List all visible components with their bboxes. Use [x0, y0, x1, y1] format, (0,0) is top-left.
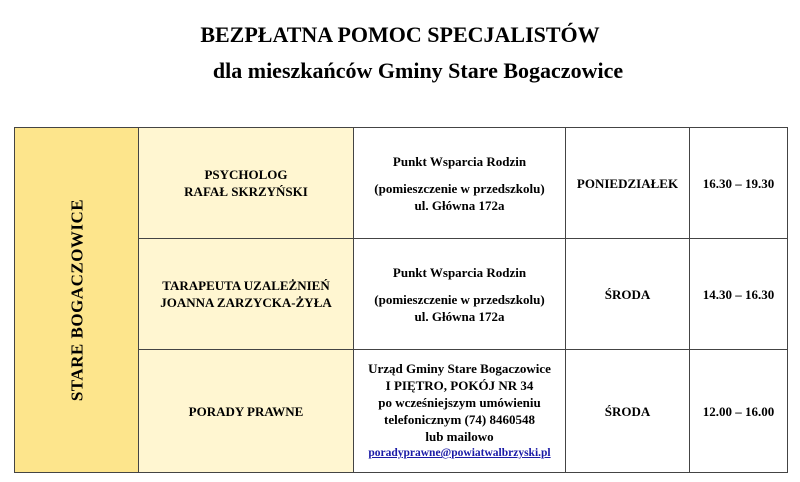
specialist-name: RAFAŁ SKRZYŃSKI [184, 184, 308, 199]
page-subtitle: dla mieszkańców Gminy Stare Bogaczowice [212, 58, 624, 83]
schedule-table [14, 127, 788, 473]
specialist-cell [139, 350, 354, 473]
day-cell: ŚRODA [566, 350, 690, 473]
page-title: BEZPŁATNA POMOC SPECJALISTÓW [200, 22, 600, 47]
location-address: ul. Główna 172a [414, 308, 505, 324]
hours-cell: 16.30 – 19.30 [690, 128, 788, 239]
hours-cell: 12.00 – 16.00 [690, 350, 788, 473]
specialist-role: PORADY PRAWNE [188, 403, 304, 419]
location-address: ul. Główna 172a [414, 197, 505, 213]
specialist-role: PSYCHOLOG [204, 167, 288, 182]
appointment-email-note: lub mailowo [425, 429, 494, 444]
day-cell: ŚRODA [566, 239, 690, 350]
specialist-cell [139, 128, 354, 239]
town-label: STARE BOGACZOWICE [67, 198, 86, 402]
location-room: (pomieszczenie w przedszkolu) [374, 180, 545, 196]
location-name: Punkt Wsparcia Rodzin [392, 153, 527, 169]
appointment-note: po wcześniejszym umówieniu [378, 395, 541, 410]
location-office: Urząd Gminy Stare Bogaczowice [368, 361, 551, 376]
hours-cell: 14.30 – 16.30 [690, 239, 788, 350]
day-cell: PONIEDZIAŁEK [566, 128, 690, 239]
location-cell [354, 239, 566, 350]
location-room: (pomieszczenie w przedszkolu) [374, 291, 545, 307]
specialist-role: TARAPEUTA UZALEŻNIEŃ [162, 278, 330, 293]
table-row [15, 128, 788, 239]
location-room: I PIĘTRO, POKÓJ NR 34 [385, 378, 534, 393]
appointment-phone: telefonicznym (74) 8460548 [384, 412, 535, 427]
specialist-name: JOANNA ZARZYCKA-ŻYŁA [160, 295, 332, 310]
location-cell [354, 350, 566, 473]
email-link[interactable]: poradyprawne@powiatwalbrzyski.pl [368, 447, 551, 459]
location-cell [354, 128, 566, 239]
location-name: Punkt Wsparcia Rodzin [392, 264, 527, 280]
specialist-cell [139, 239, 354, 350]
town-cell [15, 128, 139, 473]
